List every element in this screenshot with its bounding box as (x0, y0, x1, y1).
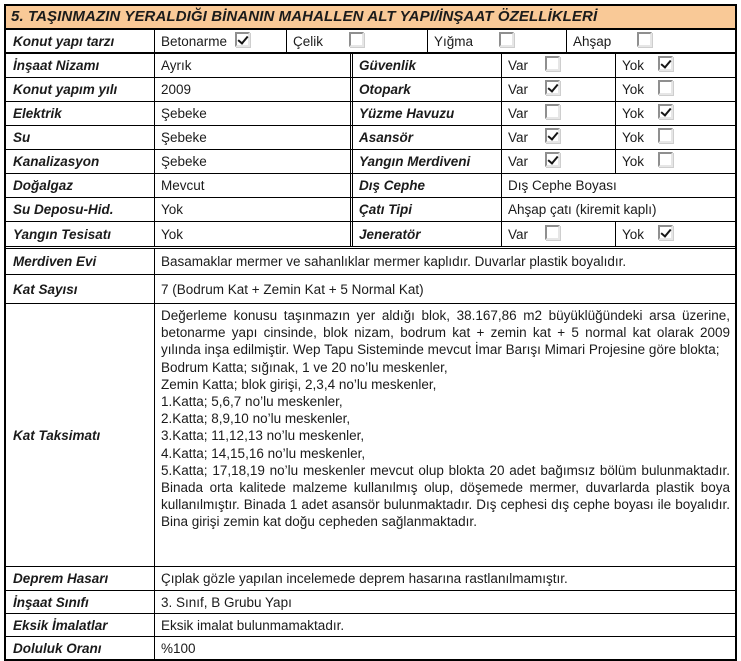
kat-taksimati-floor-line: 2.Katta; 8,9,10 no’lu meskenler, (161, 411, 351, 427)
var-label: Var (508, 82, 529, 97)
kat-taksimati-floor-line: Zemin Katta; blok girişi, 2,3,4 no’lu meskenler, (161, 376, 437, 392)
kat-sayisi-label: Kat Sayısı (6, 275, 155, 303)
yuzme-havuzu-var-checkbox[interactable] (545, 104, 560, 119)
jenerator-var-checkbox[interactable] (545, 225, 560, 240)
yangin-merdiveni-yok-checkbox[interactable] (658, 152, 673, 167)
asansor-var-checkbox[interactable] (545, 128, 560, 143)
asansor-yok-checkbox[interactable] (658, 128, 673, 143)
merdiven-evi-label: Merdiven Evi (6, 249, 155, 274)
yigma-label: Yığma (434, 33, 474, 49)
row-elektrik-yuzme-havuzu (6, 102, 735, 126)
yuzme-havuzu-label: Yüzme Havuzu (350, 102, 502, 125)
asansor-label: Asansör (350, 126, 502, 149)
yigma-checkbox[interactable] (499, 32, 514, 47)
konut-yapi-tarzi-label: Konut yapı tarzı (6, 30, 155, 52)
row-yangin-tesisati-jenerator (6, 222, 735, 246)
row-dogalgaz-dis-cephe (6, 174, 735, 198)
doluluk-orani-label: Doluluk Oranı (6, 637, 155, 659)
otopark-var-checkbox[interactable] (545, 80, 560, 95)
deprem-hasari-value: Çıplak gözle yapılan incelemede deprem hasarına rastlanılmamıştır. (161, 571, 568, 586)
yok-label: Yok (622, 58, 645, 73)
guvenlik-var-cell (502, 54, 616, 77)
kanalizasyon-label: Kanalizasyon (6, 150, 155, 173)
otopark-label: Otopark (350, 78, 502, 101)
dis-cephe-value: Dış Cephe Boyası (508, 178, 617, 193)
yok-label: Yok (622, 226, 645, 242)
yangin-tesisati-label: Yangın Tesisatı (6, 222, 155, 246)
yangin-tesisati-value: Yok (161, 226, 184, 242)
betonarme-checkbox[interactable] (235, 32, 250, 47)
insaat-nizami-label: İnşaat Nizamı (6, 54, 155, 77)
var-label: Var (508, 130, 529, 145)
kat-taksimati-outro: 5.Katta; 17,18,19 no’lu meskenler mevcut olup blokta 20 adet bağımsız bölüm bulunmaktadır. Binada orta kalitede malzeme kullanılmış olup, döşemede mermer, duvarlarda plastik boya kullanılmıştır. Binada 1 adet asansör bulunmaktadır. Dış cephesi dış cephe boyası ile boyalıdır. Bina girişi zemin kat doğu cepheden sağlanmaktadır. (161, 462, 730, 530)
section-title: 5. TAŞINMAZIN YERALDIĞI BİNANIN MAHALLEN ALT YAPI/İNŞAAT ÖZELLİKLERİ (6, 6, 735, 30)
var-label: Var (508, 154, 529, 169)
yangin-merdiveni-yok-cell (616, 150, 735, 173)
guvenlik-label: Güvenlik (350, 54, 502, 77)
su-deposu-hid-label: Su Deposu-Hid. (6, 198, 155, 221)
row-insaat-nizami-guvenlik (6, 54, 735, 78)
su-deposu-hid-value: Yok (161, 202, 184, 217)
jenerator-yok-checkbox[interactable] (658, 225, 673, 240)
row-deprem-hasari (6, 567, 735, 591)
yuzme-havuzu-var-cell (502, 102, 616, 125)
betonarme-label: Betonarme (161, 33, 228, 49)
kat-sayisi-value: 7 (Bodrum Kat + Zemin Kat + 5 Normal Kat) (161, 281, 424, 297)
yuzme-havuzu-yok-cell (616, 102, 735, 125)
guvenlik-yok-checkbox[interactable] (658, 56, 673, 71)
celik-label: Çelik (293, 33, 324, 49)
yuzme-havuzu-yok-checkbox[interactable] (658, 104, 673, 119)
option-yigma (428, 30, 567, 52)
dogalgaz-value: Mevcut (161, 178, 205, 193)
dogalgaz-label: Doğalgaz (6, 174, 155, 197)
var-label: Var (508, 226, 529, 242)
konut-yapim-yili-label: Konut yapım yılı (6, 78, 155, 101)
jenerator-label: Jeneratör (350, 222, 502, 246)
ahsap-checkbox[interactable] (637, 32, 652, 47)
doluluk-orani-value: %100 (161, 640, 196, 656)
insaat-nizami-value: Ayrık (161, 58, 192, 73)
insaat-sinifi-value: 3. Sınıf, B Grubu Yapı (161, 594, 292, 610)
cati-tipi-label: Çatı Tipi (350, 198, 502, 221)
kat-taksimati-floor-line: 1.Katta; 5,6,7 no’lu meskenler, (161, 394, 343, 410)
row-kat-taksimati (6, 304, 735, 567)
var-label: Var (508, 58, 529, 73)
dis-cephe-label: Dış Cephe (350, 174, 502, 197)
kat-taksimati-floor-line: Bodrum Katta; sığınak, 1 ve 20 no’lu meskenler, (161, 359, 448, 375)
option-betonarme (155, 30, 287, 52)
appraisal-section-table (4, 4, 737, 661)
yangin-merdiveni-label: Yangın Merdiveni (350, 150, 502, 173)
jenerator-yok-cell (616, 222, 735, 246)
su-value: Şebeke (161, 130, 207, 145)
otopark-yok-cell (616, 78, 735, 101)
konut-yapim-yili-value: 2009 (161, 82, 192, 97)
asansor-yok-cell (616, 126, 735, 149)
asansor-var-cell (502, 126, 616, 149)
otopark-yok-checkbox[interactable] (658, 80, 673, 95)
su-label: Su (6, 126, 155, 149)
row-su-deposu-cati-tipi (6, 198, 735, 222)
row-kat-sayisi (6, 275, 735, 304)
kat-taksimati-value (155, 304, 735, 566)
kanalizasyon-value: Şebeke (161, 154, 207, 169)
yok-label: Yok (622, 130, 645, 145)
jenerator-var-cell (502, 222, 616, 246)
row-eksik-imalatlar (6, 614, 735, 637)
kat-taksimati-floor-line: 3.Katta; 11,12,13 no’lu meskenler, (161, 428, 365, 444)
row-konut-yapi-tarzi (6, 30, 735, 54)
row-konut-yapim-yili-otopark (6, 78, 735, 102)
otopark-var-cell (502, 78, 616, 101)
cati-tipi-value: Ahşap çatı (kiremit kaplı) (508, 202, 657, 217)
deprem-hasari-label: Deprem Hasarı (6, 567, 155, 590)
guvenlik-yok-cell (616, 54, 735, 77)
insaat-sinifi-label: İnşaat Sınıfı (6, 591, 155, 613)
row-merdiven-evi (6, 246, 735, 275)
var-label: Var (508, 106, 529, 121)
row-doluluk-orani (6, 637, 735, 659)
eksik-imalatlar-value: Eksik imalat bulunmamaktadır. (161, 617, 345, 633)
row-su-asansor (6, 126, 735, 150)
yok-label: Yok (622, 106, 645, 121)
row-kanalizasyon-yangin-merdiveni (6, 150, 735, 174)
elektrik-value: Şebeke (161, 106, 207, 121)
celik-checkbox[interactable] (349, 32, 364, 47)
merdiven-evi-value: Basamaklar mermer ve sahanlıklar mermer kaplıdır. Duvarlar plastik boyalıdır. (161, 254, 627, 269)
yangin-merdiveni-var-checkbox[interactable] (545, 152, 560, 167)
option-celik (287, 30, 428, 52)
elektrik-label: Elektrik (6, 102, 155, 125)
yok-label: Yok (622, 154, 645, 169)
yangin-merdiveni-var-cell (502, 150, 616, 173)
ahsap-label: Ahşap (573, 33, 612, 49)
kat-taksimati-label: Kat Taksimatı (6, 304, 155, 566)
eksik-imalatlar-label: Eksik İmalatlar (6, 614, 155, 636)
guvenlik-var-checkbox[interactable] (545, 56, 560, 71)
row-insaat-sinifi (6, 591, 735, 614)
kat-taksimati-intro: Değerleme konusu taşınmazın yer aldığı blok, 38.167,86 m2 büyüklüğündeki arsa üzerine, betonarme yapı cinsinde, blok nizam, bodrum kat + zemin kat + 5 normal kat olarak 2009 yılında inşa edilmiştir. Wep Tapu Sisteminde mevcut İmar Barışı Mimari Projesine göre blokta; (161, 308, 730, 358)
option-ahsap (567, 30, 735, 52)
kat-taksimati-floor-line: 4.Katta; 14,15,16 no’lu meskenler, (161, 445, 366, 461)
yok-label: Yok (622, 82, 645, 97)
